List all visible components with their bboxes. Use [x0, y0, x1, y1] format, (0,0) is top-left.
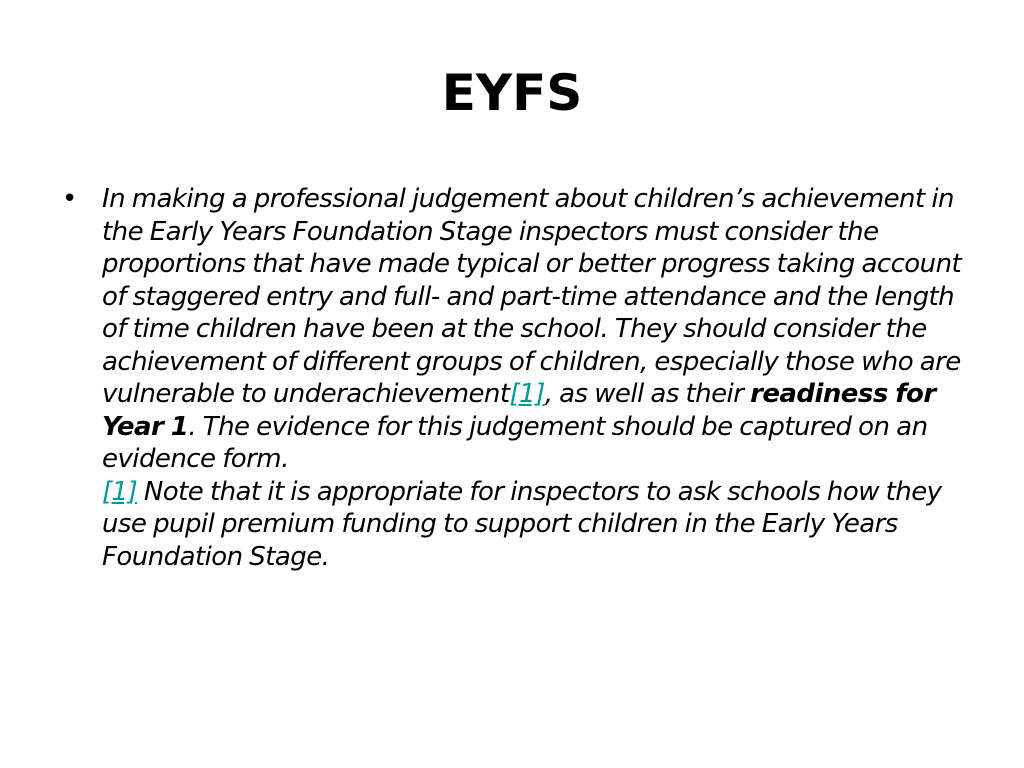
footnote-link-1[interactable]: [1]: [509, 379, 545, 409]
paragraph-text-part-2: , as well as their: [544, 379, 751, 409]
bullet-icon: •: [62, 184, 77, 214]
bullet-list: [62, 183, 972, 573]
readiness-emphasis: readiness for Year 1: [102, 379, 936, 442]
bullet-item: [62, 183, 972, 573]
slide-title: EYFS: [441, 64, 583, 122]
paragraph-text-part-3: . The evidence for this judgement should be captured on an evidence form.: [102, 411, 928, 474]
paragraph-text-part-1: In making a professional judgement about children’s achievement in the Early Years Foundation Stage inspectors must consider the proportions that have made typical or better progress taking account of staggered entry and full- and part-time attendance and the length of time children have been at the school. They should consider the achievement of different groups of children, especially those who are vulnerable to underachievement: [102, 184, 962, 409]
footnote-link-2[interactable]: [1]: [102, 476, 138, 507]
footnote-note-text: Note that it is appropriate for inspectors to ask schools how they use pupil premium funding to support children in the Early Years Foundation Stage.: [102, 476, 942, 572]
footnote-note: [102, 476, 972, 574]
